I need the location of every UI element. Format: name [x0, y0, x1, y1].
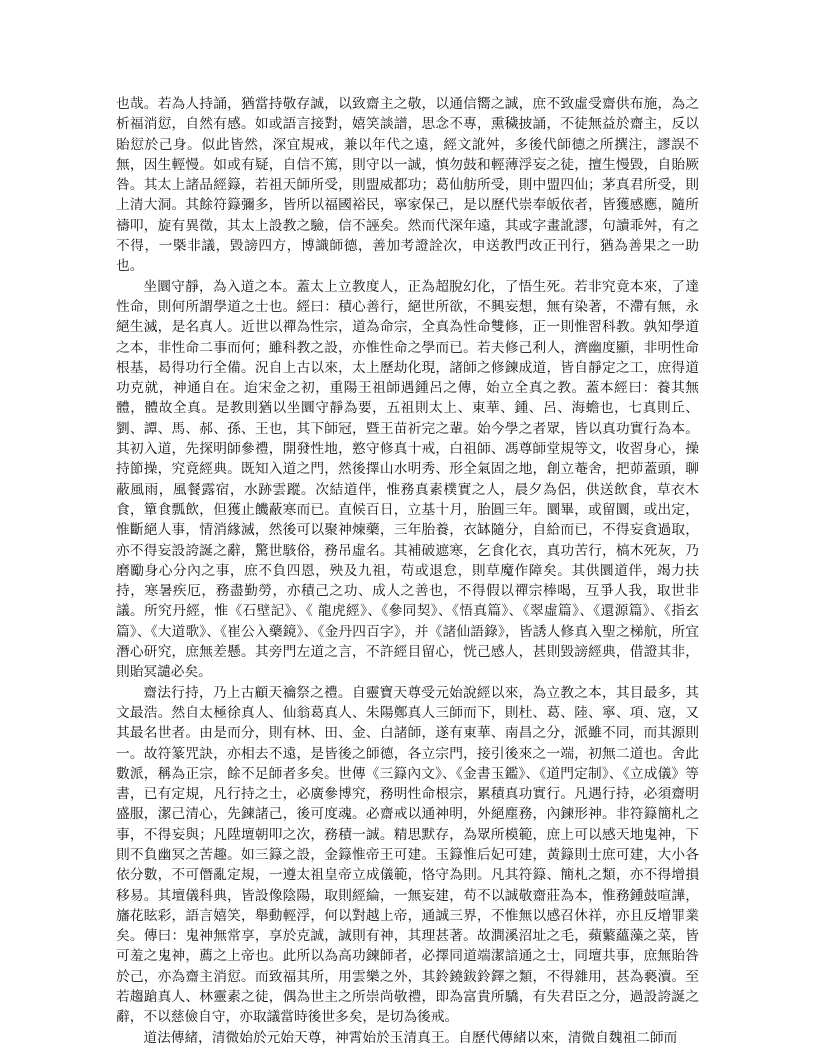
paragraph-fasting-rites: 齋法行持，乃上古顧天禴祭之禮。自靈寶天尊受元始說經以來，為立教之本，其目最多，其文最浩。然自太極徐真人、仙翁葛真人、朱陽鄭真人三師而下，則杜、葛、陸、寧、項、寇，又其最名世者。由是而分，則有林、田、金、白諸師，遂有東華、南昌之分，派雖不同，而其源則一。故符篆咒訣，亦相去不遠，是皆後之師德，各立宗門，接引後來之一端，初無二道也。舍此數派，稱為正宗，餘不足師者多矣。世傳《三籙內文》、《金書玉鑑》、《道門定制》、《立成儀》等書，已有定規，凡行持之士，必廣參博究，務明性命根宗，累積真功實行。凡遇行持，必須齋明盛服，潔己清心，先鍊諸己，後可度魂。必齋戒以通神明，外絕塵務，內鍊形神。非符籙簡札之事，不得妄與；凡陞壇朝叩之次，務積一誠。精思默存，為眾所模範，庶上可以感天地鬼神，下則不負幽冥之苦趣。如三籙之設，金籙惟帝王可建。玉籙惟后妃可建，黃籙則士庶可建，大小各依分數，不可僭亂定規，一遵太祖皇帝立成儀範，恪守為則。凡其符籙、簡札之類，亦不得增損移易。其壇儀科典，皆設像陰陽，取則經綸，一無妄建，苟不以誠敬齋莊為本，惟務鍾鼓喧譁，旛花眩彩，語言嬉笑，舉動輕浮，何以對越上帝，通誠三界，不惟無以感召休祥，亦且反增罪業矣。傳曰：鬼神無常享，享於克誠，誠則有神，其理甚著。故澗溪沼址之毛，蘋蘩蘊藻之菜，皆可羞之鬼神，薦之上帝也。此所以為高功鍊師者，必擇同道端潔諳通之士，同壇共事，庶無貽咎於己，亦為齋主消愆。而致福其所，用雲樂之外，其鈴鐃鈸鈴鐸之類，不得雜用，甚為褻瀆。至若趨蹌真人、林靈素之徒，偶為世主之所崇尚敬禮，即為富貴所驕，有失君臣之分，過設誇誕之辭，不以慈儉自守，亦取議當時後世多矣，是切為後戒。 — [116, 684, 699, 1026]
paragraph-continuation: 也哉。若為人持誦，猶當持敬存誠，以致齋主之敬，以通信嚮之誠，庶不致虛受齋供布施，為之析福消愆，自然有感。如或語言接對，嬉笑談譜，思念不專，熏穢披誦，不徒無益於齋主，反以貽愆於己身。似此皆然，深宜規戒，兼以年代之遠，經文訛舛，多後代師德之所撰注，謬誤不無，因生輕慢。如或有疑，自信不篤，則守以一誠，慎勿鼓和輕薄浮妄之徒，擅生慢毀，自貽厥咎。其太上諸品經籙，若祖天師所受，則盟威都功；葛仙舫所受，則中盟四仙；茅真君所受，則上清大洞。其餘符籙彌多，皆所以福國裕民，寧家保己，是以歷代崇奉皈依者，皆獲感應，隨所禱叩，旋有異徵，其太上設教之驗，信不誣矣。然而代深年遠，其或字畫訛謬，句讀乖舛，有之不得，一槩非議，毀謗四方，博識師德，善加考證詮次，申送教門改正刊行，猶為善果之一助也。 — [116, 96, 699, 275]
paragraph-lineage: 道法傳緒，清微始於元始天尊，神霄始於玉清真王。自歷代傳緒以來，清微自魏祖二師而 — [143, 1029, 678, 1046]
paragraph-meditation: 坐圜守靜，為入道之本。蓋太上立教度人，正為超脫幻化，了悟生死。若非究竟本來，了達性命，則何所謂學道之士也。經曰：積心善行，絕世所欲，不興妄想，無有染著，不滯有無，永絕生滅，是名真人。近世以禪為性宗，道為命宗，全真為性命雙修，正一則惟習科教。孰知學道之本，非性命二事而何；雖科教之設，亦惟性命之學而已。若夫修己利人，濟幽度顯，非明性命根基，曷得功行全備。況自上古以來，太上歷劫化現，諸師之修鍊成道，皆自靜定之工，庶得道功克就，神通自在。迨宋金之初，重陽王祖師遇鍾呂之傳，始立全真之教。蓋本經曰：養其無體，體故全真。是教則猶以坐圜守靜為要，五祖則太上、東華、鍾、呂、海蟾也，七真則丘、劉、譚、馬、郝、孫、王也，其下師冠，暨王苗祈完之輩。始今學之者眾，皆以真功實行為本。其初入道，先探明師參禮，開發性地，憝守修真十戒，白祖師、馮尊師堂規等文，收習身心，操持節操，究竟經典。既知入道之門，然後擇山水明秀、形全氣固之地，創立菴舍，把茆蓋頭，聊蔽風雨，風餐露宿，水跡雲蹤。次結道伴，惟務真素樸實之人，晨夕為侶，供送飲食，草衣木食，簞食瓢飲，但獲止饑蔽寒而已。直候百日，立基十月，胎圓三年。圜畢，或留圜，或出定，惟斷絕人事，情消緣滅，然後可以聚神煉藥，三年胎養，衣缽隨分，自給而已，不得妄貪過取，亦不得妄設誇誕之辭，驚世駭俗，務吊虛名。其補破遮寒，乞食化衣，真功苦行，槁木死灰，乃磨勵身心分內之事，庶不負四恩，殃及九祖，苟或退怠，則草魔作障矣。其供圜道伴，竭力扶持，寒暑疾厄，務盡勤勞，亦積己之功、成人之善也，不得假以禪宗棒喝，互爭人我，取世非議。所究丹經，惟《石壁記》、《 龍虎經》、《參同契》、《悟真篇》、《翠虛篇》、《還源篇》、《指玄篇》、《大道歌》、《崔公入藥鏡》、《金丹四百字》，并《諸仙語錄》，皆誘人修真入聖之梯航，所宜潛心研究，庶無差懸。其旁門左道之言，不許經目留心，恍己感人，甚則毀謗經典，借證其非，則貽冥譴必矣。 — [116, 278, 699, 681]
document-page — [116, 94, 699, 1048]
